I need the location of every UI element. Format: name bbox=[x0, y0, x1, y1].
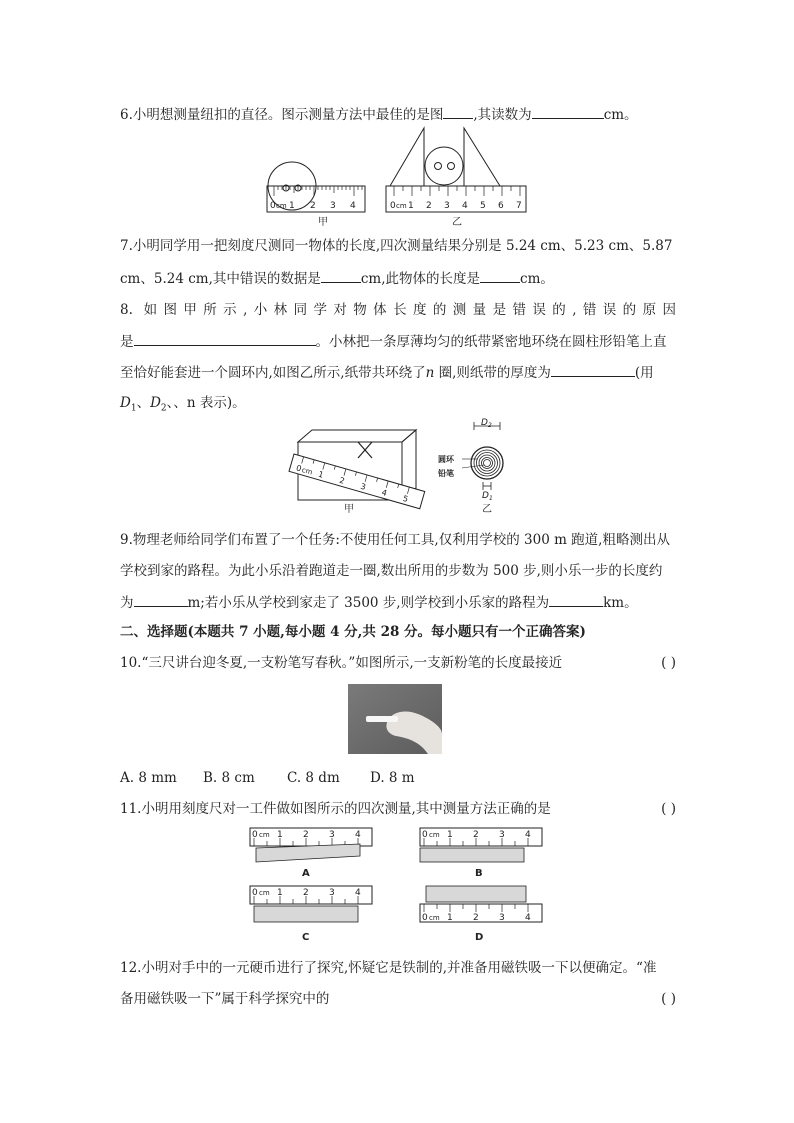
button-hole bbox=[448, 163, 455, 170]
tick-label: cm bbox=[259, 831, 270, 839]
answer-blank[interactable] bbox=[551, 362, 635, 377]
q8-line2: 是 。小林把一条厚薄均匀的纸带紧密地环绕在圆柱形铅笔上直 bbox=[120, 331, 676, 352]
tick-label: 2 bbox=[338, 475, 346, 486]
workpiece bbox=[426, 886, 526, 902]
ruler-b-ticks bbox=[394, 186, 520, 196]
workpiece bbox=[420, 848, 524, 862]
tick-label: 4 bbox=[355, 888, 361, 898]
chalk-icon bbox=[366, 716, 398, 722]
answer-blank[interactable] bbox=[321, 268, 361, 283]
tick-label: 1 bbox=[447, 830, 453, 840]
answer-blank[interactable] bbox=[480, 268, 520, 283]
answer-blank[interactable] bbox=[549, 592, 603, 607]
tick-label: 2 bbox=[473, 913, 479, 923]
triangle-right bbox=[464, 128, 500, 186]
tick-label: 4 bbox=[350, 201, 356, 211]
q7-line1: 7.小明同学用一把刻度尺测同一物体的长度,四次测量结果分别是 5.24 cm、5.23 cm、5.87 bbox=[120, 238, 673, 254]
tick-label: 0 bbox=[422, 913, 428, 923]
q11-text: 11.小明用刻度尺对一工件做如图所示的四次测量,其中测量方法正确的是 bbox=[120, 801, 551, 817]
q11-figure bbox=[246, 824, 546, 948]
workpiece bbox=[256, 844, 360, 862]
figure-label-jia: 甲 bbox=[344, 504, 354, 515]
tick-label: 1 bbox=[408, 201, 414, 211]
tick-label: 0 bbox=[295, 463, 303, 474]
tick-label: 2 bbox=[473, 830, 479, 840]
figure-label-yi: 乙 bbox=[482, 504, 492, 515]
q12-paren[interactable]: ( ) bbox=[661, 991, 676, 1007]
option-d[interactable]: D. 8 m bbox=[370, 770, 415, 786]
tick-label: 1 bbox=[277, 888, 283, 898]
tick-label: 6 bbox=[498, 201, 504, 211]
tick-label: 3 bbox=[359, 481, 367, 492]
q6-fig-b bbox=[386, 128, 526, 228]
button-hole bbox=[435, 163, 442, 170]
label-ring: 圆环 bbox=[438, 455, 454, 464]
tick-label: 3 bbox=[329, 888, 335, 898]
tick-label: 7 bbox=[516, 201, 522, 211]
q12-line2: 备用磁铁吸一下”属于科学探究中的 bbox=[120, 991, 330, 1007]
option-label-d: D bbox=[475, 932, 484, 943]
q8-figure bbox=[288, 420, 518, 516]
tick-label: 5 bbox=[401, 493, 410, 504]
tick-label: 0 bbox=[270, 201, 276, 211]
q11-option-c-figure bbox=[250, 886, 372, 943]
option-c[interactable]: C. 8 dm bbox=[287, 770, 340, 786]
option-label-a: A bbox=[302, 868, 310, 879]
tick-label: cm bbox=[396, 202, 407, 210]
q9-line2: 学校到家的路程。为此小乐沿着跑道走一圈,数出所用的步数为 500 步,则小乐一步的长度约 bbox=[120, 563, 663, 579]
option-a[interactable]: A. 8 mm bbox=[120, 770, 177, 786]
ruler-b bbox=[386, 186, 526, 212]
q7-line2: cm、5.24 cm,其中错误的数据是 cm,此物体的长度是 cm。 bbox=[120, 268, 676, 289]
q10-paren[interactable]: ( ) bbox=[661, 655, 676, 671]
section-title: 二、选择题(本题共 7 小题,每小题 4 分,共 28 分。每小题只有一个正确答案) bbox=[120, 624, 586, 640]
tick-label: cm bbox=[429, 914, 440, 922]
tick-label: 2 bbox=[310, 201, 316, 211]
tick-label: 1 bbox=[289, 201, 295, 211]
button-circle bbox=[425, 147, 463, 185]
q11-paren[interactable]: ( ) bbox=[661, 801, 676, 817]
tick-label: cm bbox=[276, 202, 287, 210]
tick-label: 1 bbox=[447, 913, 453, 923]
tick-label: cm bbox=[300, 465, 314, 477]
option-b[interactable]: B. 8 cm bbox=[203, 770, 255, 786]
q12-line1: 12.小明对手中的一元硬币进行了探究,怀疑它是铁制的,并准备用磁铁吸一下以便确定。“准 bbox=[120, 960, 657, 976]
tick-label: 4 bbox=[525, 913, 531, 923]
tick-label: 3 bbox=[444, 201, 450, 211]
answer-blank[interactable] bbox=[134, 592, 188, 607]
triangle-left bbox=[390, 128, 424, 186]
tick-label: 1 bbox=[317, 469, 325, 480]
tick-label: 1 bbox=[277, 830, 283, 840]
tick-label: 3 bbox=[499, 913, 505, 923]
q11-option-d-figure bbox=[420, 886, 542, 943]
tick-label: 5 bbox=[480, 201, 486, 211]
answer-blank[interactable] bbox=[134, 331, 316, 346]
label-d1: $D_1$ bbox=[482, 491, 493, 502]
q8-line3: 至恰好能套进一个圆环内,如图乙所示,纸带共环绕了n 圈,则纸带的厚度为 (用 bbox=[120, 362, 676, 383]
answer-blank[interactable] bbox=[532, 104, 604, 119]
tick-label: 0 bbox=[422, 830, 428, 840]
tick-label: 2 bbox=[303, 888, 309, 898]
pencil-core bbox=[484, 460, 491, 467]
q9-line1: 9.物理老师给同学们布置了一个任务:不使用任何工具,仅利用学校的 300 m 跑道,粗略测出从 bbox=[120, 532, 670, 548]
tick-label: 4 bbox=[355, 830, 361, 840]
q6-text: 6.小明想测量纽扣的直径。图示测量方法中最佳的是图 ,其读数为 cm。 bbox=[120, 104, 676, 125]
figure-label-yi: 乙 bbox=[452, 217, 462, 228]
box-top bbox=[298, 430, 416, 442]
q8-fig-jia bbox=[289, 430, 425, 515]
label-d2: $D_2$ bbox=[481, 418, 492, 429]
chalk-photo bbox=[348, 684, 442, 754]
q8-line4: $D_1$、$D_2$、、n 表示)。 bbox=[120, 395, 246, 414]
figure-label-jia: 甲 bbox=[318, 217, 328, 228]
label-pencil: 铅笔 bbox=[438, 469, 454, 478]
tick-label: 3 bbox=[329, 830, 335, 840]
q6-fig-a bbox=[267, 162, 365, 228]
q10-text: 10.“三尺讲台迎冬夏,一支粉笔写春秋。”如图所示,一支新粉笔的长度最接近 bbox=[120, 655, 563, 671]
answer-blank[interactable] bbox=[443, 104, 473, 119]
q8-line1: 8. 如图甲所示,小林同学对物体长度的测量是错误的,错误的原因 bbox=[120, 302, 676, 318]
q11-option-b-figure bbox=[420, 828, 542, 879]
tick-label: 2 bbox=[426, 201, 432, 211]
q11-option-a-figure bbox=[250, 828, 372, 879]
tick-label: 0 bbox=[252, 830, 258, 840]
option-label-c: C bbox=[302, 932, 310, 943]
q6-figure bbox=[262, 128, 532, 228]
tick-label: 4 bbox=[380, 487, 389, 498]
tick-label: 0 bbox=[390, 201, 396, 211]
tick-label: 3 bbox=[330, 201, 336, 211]
tick-label: 3 bbox=[499, 830, 505, 840]
option-label-b: B bbox=[475, 868, 483, 879]
tick-label: cm bbox=[259, 889, 270, 897]
q8-fig-yi bbox=[437, 418, 503, 515]
tick-label: 2 bbox=[303, 830, 309, 840]
tick-label: 0 bbox=[252, 888, 258, 898]
q9-line3: 为 m;若小乐从学校到家走了 3500 步,则学校到小乐家的路程为 km。 bbox=[120, 592, 676, 613]
tick-label: 4 bbox=[525, 830, 531, 840]
tick-label: cm bbox=[429, 831, 440, 839]
workpiece bbox=[254, 906, 358, 922]
tick-label: 4 bbox=[462, 201, 468, 211]
